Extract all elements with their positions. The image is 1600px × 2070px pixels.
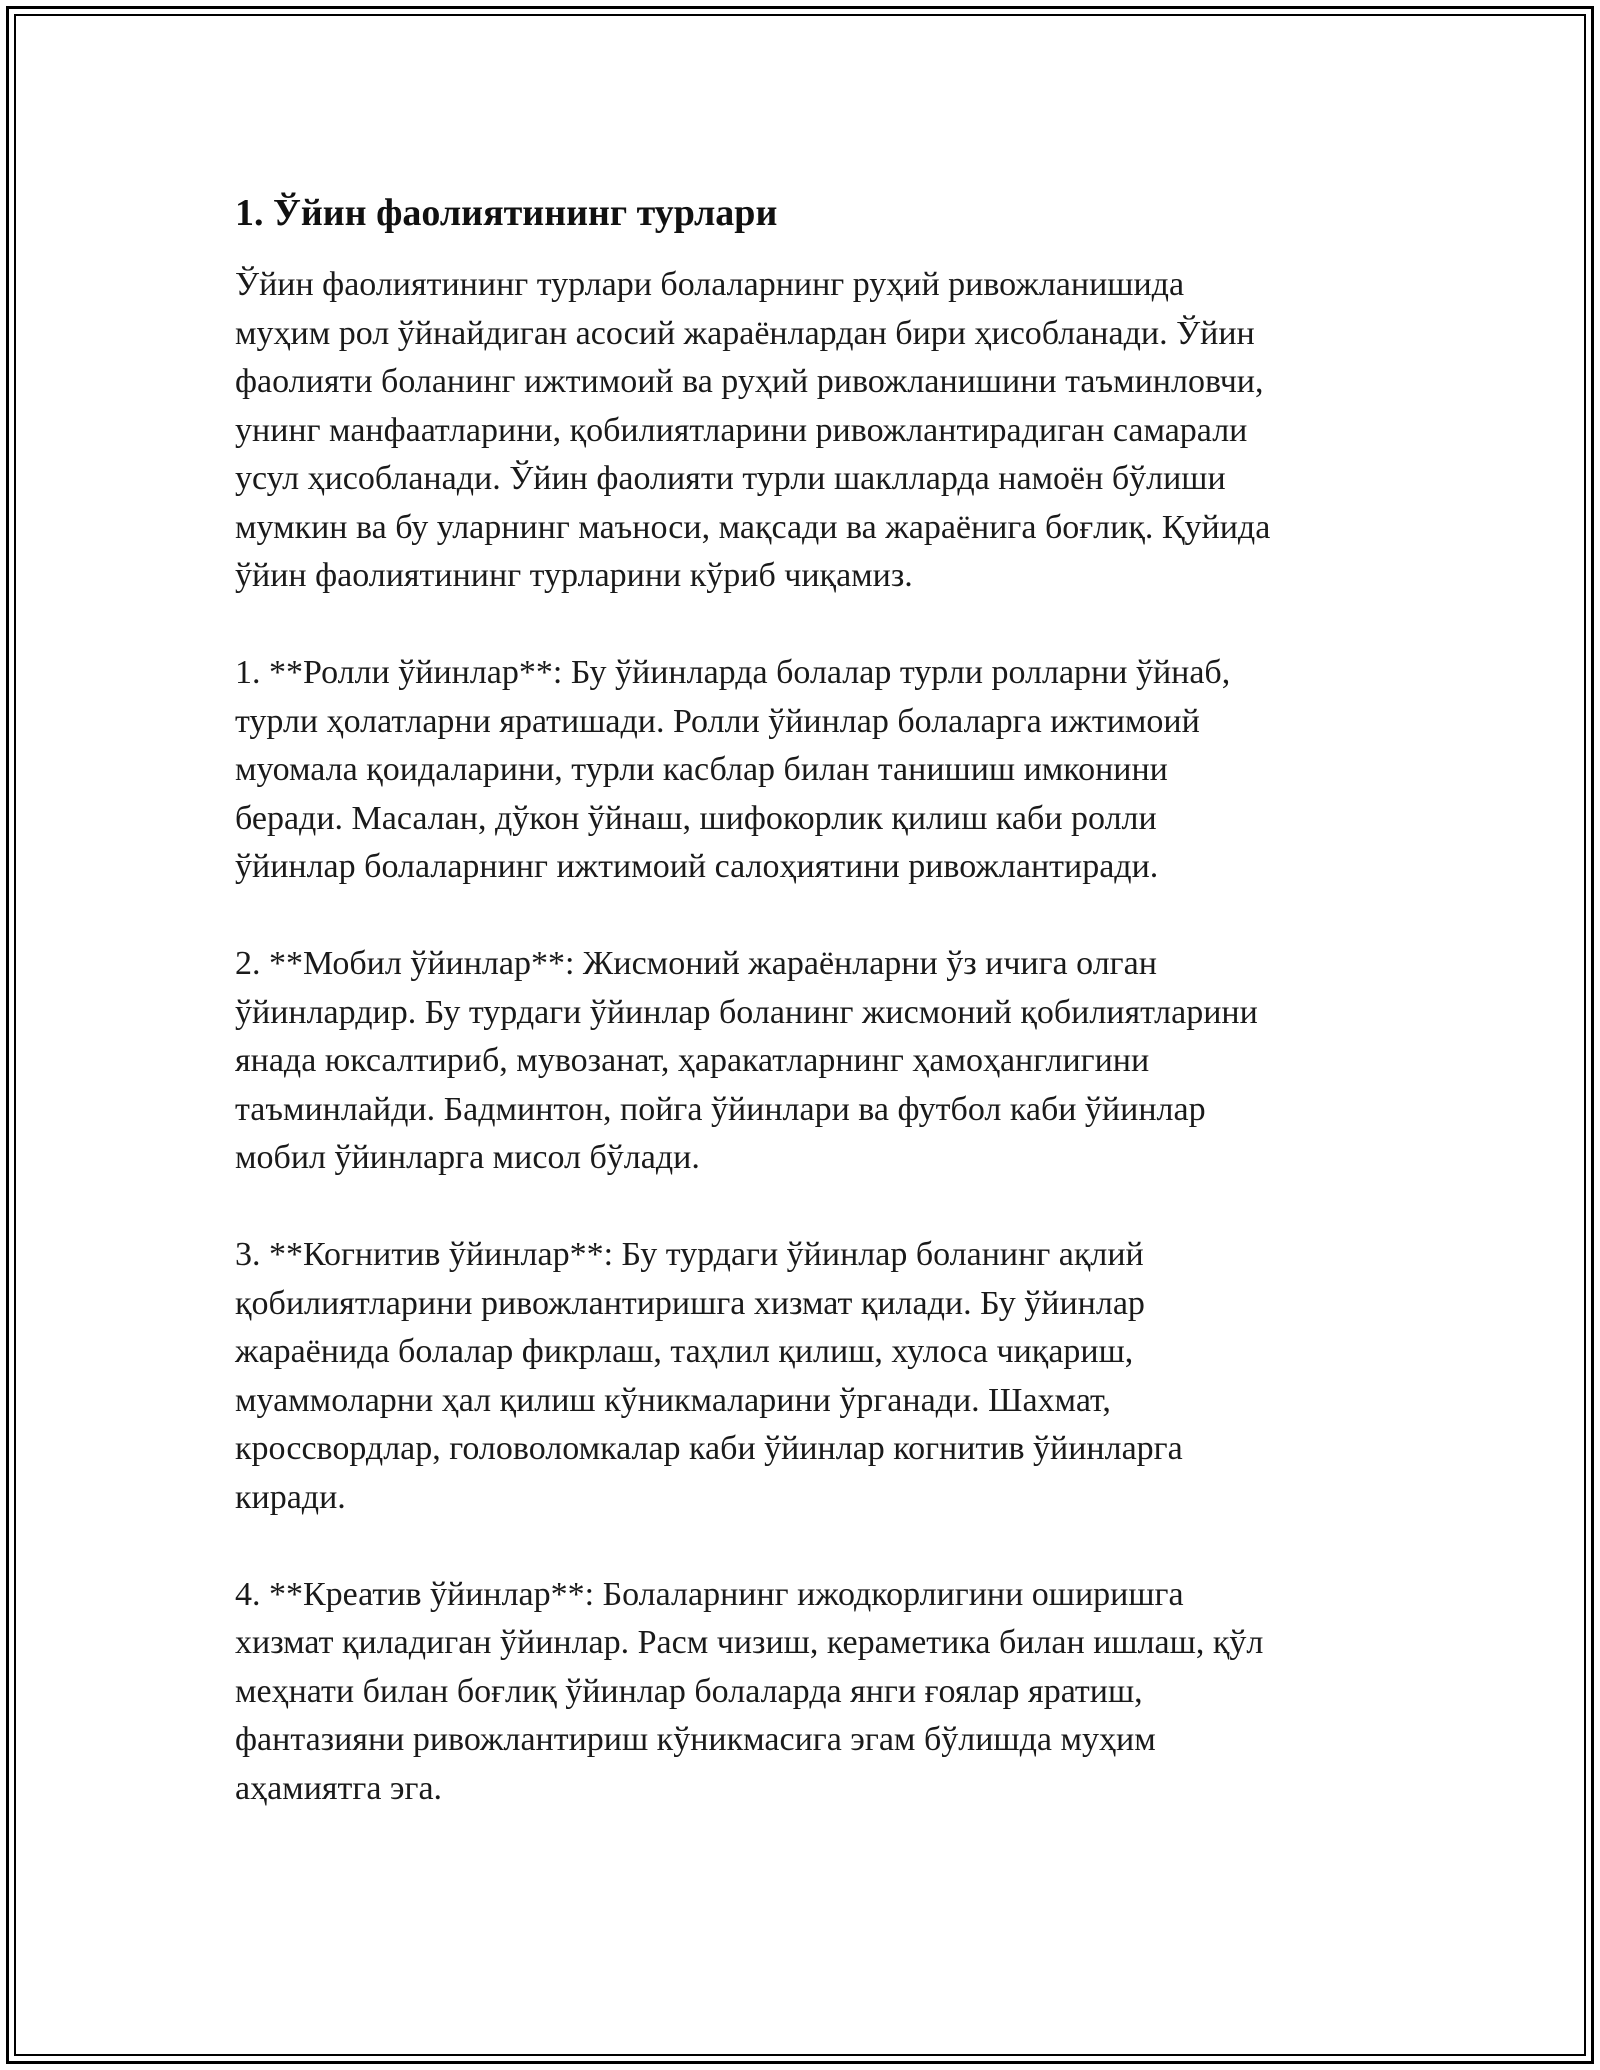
text-line: киради.	[235, 1478, 346, 1516]
list-item-role-games	[235, 649, 1385, 892]
text-line: мобил ўйинларга мисол бўлади.	[235, 1139, 700, 1176]
document-title: 1. Ўйин фаолиятининг турлари	[235, 192, 778, 234]
text-line: турли ҳолатларни яратишади. Ролли ўйинлар болаларга ижтимоий	[235, 702, 1200, 740]
text-line: 1. **Ролли ўйинлар**: Бу ўйинларда болалар турли ролларни ўйнаб,	[235, 654, 1231, 691]
text-line: фаолияти боланинг ижтимоий ва руҳий ривожланишини таъминловчи,	[235, 363, 1264, 400]
text-line: хизмат қиладиган ўйинлар. Расм чизиш, кераметика билан ишлаш, қўл	[235, 1624, 1264, 1661]
text-line: аҳамиятга эга.	[235, 1769, 443, 1807]
text-line: жараёнида болалар фикрлаш, таҳлил қилиш, хулоса чиқариш,	[235, 1333, 1134, 1370]
text-line: Ўйин фаолиятининг турлари болаларнинг руҳий ривожланишида	[235, 266, 1185, 303]
paragraph-list	[235, 261, 1385, 1813]
text-line: усул ҳисобланади. Ўйин фаолияти турли шаклларда намоён бўлиши	[235, 460, 1226, 497]
text-line: муомала қоидаларини, турли касблар билан танишиш имконини	[235, 751, 1168, 788]
text-line: кроссвордлар, головоломкалар каби ўйинлар когнитив ўйинларга	[235, 1430, 1183, 1467]
text-line: 2. **Мобил ўйинлар**: Жисмоний жараёнларни ўз ичига олган	[235, 945, 1157, 982]
text-line: ўйин фаолиятининг турларини кўриб чиқамиз.	[235, 557, 913, 594]
intro-paragraph	[235, 261, 1385, 601]
text-line: мумкин ва бу уларнинг маъноси, мақсади ва жараёнига боғлиқ. Қуйида	[235, 508, 1271, 546]
document-body	[235, 187, 1385, 1862]
text-line: ўйинлардир. Бу турдаги ўйинлар боланинг жисмоний қобилиятларини	[235, 993, 1258, 1031]
text-line: янада юксалтириб, мувозанат, ҳаракатларнинг ҳамоҳанглигини	[235, 1042, 1150, 1079]
text-line: таъминлайди. Бадминтон, пойга ўйинлари ва футбол каби ўйинлар	[235, 1090, 1206, 1128]
text-line: 3. **Когнитив ўйинлар**: Бу турдаги ўйинлар боланинг ақлий	[235, 1236, 1144, 1273]
list-item-mobile-games	[235, 940, 1385, 1183]
text-line: 4. **Креатив ўйинлар**: Болаларнинг ижодкорлигини оширишга	[235, 1575, 1184, 1613]
text-line: муаммоларни ҳал қилиш кўникмаларини ўрганади. Шахмат,	[235, 1381, 1111, 1419]
text-line: беради. Масалан, дўкон ўйнаш, шифокорлик қилиш каби ролли	[235, 799, 1157, 837]
list-item-cognitive-games	[235, 1231, 1385, 1522]
text-line: ўйинлар болаларнинг ижтимоий салоҳиятини ривожлантиради.	[235, 848, 1159, 885]
text-line: меҳнати билан боғлиқ ўйинлар болаларда янги ғоялар яратиш,	[235, 1672, 1143, 1710]
text-line: фантазияни ривожлантириш кўникмасига эгам бўлишда муҳим	[235, 1721, 1156, 1758]
text-line: муҳим рол ўйнайдиган асосий жараёнлардан бири ҳисобланади. Ўйин	[235, 314, 1255, 352]
text-line: қобилиятларини ривожлантиришга хизмат қилади. Бу ўйинлар	[235, 1284, 1145, 1322]
list-item-creative-games	[235, 1571, 1385, 1814]
text-line: унинг манфаатларини, қобилиятларини ривожлантирадиган самарали	[235, 411, 1248, 449]
